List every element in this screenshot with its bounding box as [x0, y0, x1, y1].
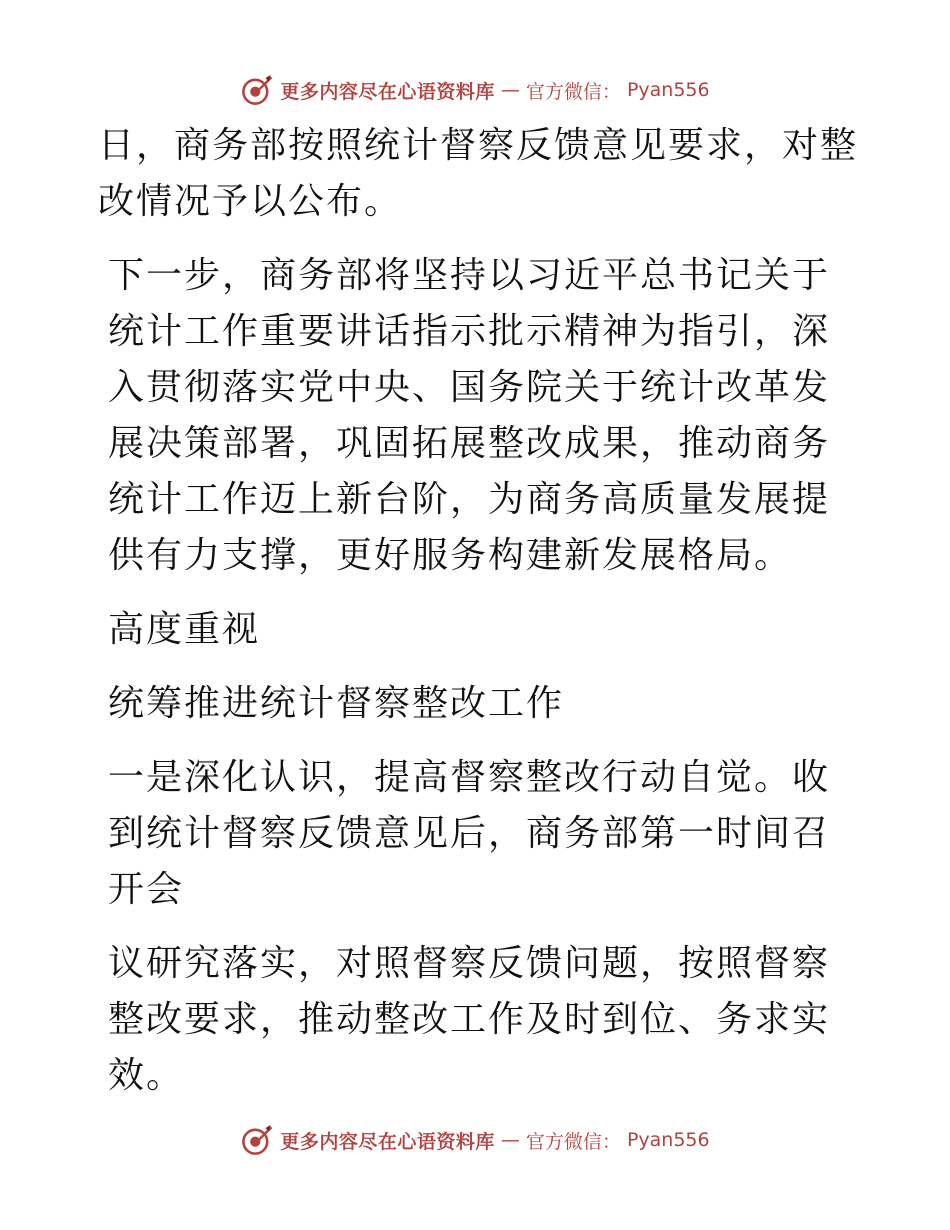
watermark-label: 官方微信： — [525, 1130, 621, 1153]
header-watermark — [0, 70, 950, 110]
watermark-label: 官方微信： — [525, 80, 621, 103]
quill-pen-logo-icon — [240, 1123, 274, 1157]
watermark-wechat-id: Pyan556 — [626, 79, 710, 101]
section-heading-1: 高度重视 — [108, 609, 261, 650]
document-body — [98, 118, 858, 1122]
watermark-wechat-id: Pyan556 — [626, 1129, 710, 1151]
watermark-separator: — — [500, 79, 520, 101]
watermark-brand: 更多内容尽在心语资料库 — [280, 1130, 495, 1153]
quill-pen-logo-icon — [240, 73, 274, 107]
paragraph-3: 一是深化认识，提高督察整改行动自觉。收到统计督察反馈意见后，商务部第一时间召开会 — [108, 757, 831, 910]
paragraph-2: 下一步，商务部将坚持以习近平总书记关于统计工作重要讲话指示批示精神为指引，深入贯彻落实党中央、国务院关于统计改革发展决策部署，巩固拓展整改成果，推动商务统计工作迈上新台阶，为商务高质量发展提供有力支撑，更好服务构建新发展格局。 — [108, 255, 831, 576]
section-heading-2: 统筹推进统计督察整改工作 — [108, 683, 565, 724]
paragraph-1: 日，商务部按照统计督察反馈意见要求，对整改情况予以公布。 — [98, 125, 859, 222]
watermark-brand: 更多内容尽在心语资料库 — [280, 80, 495, 103]
watermark-separator: — — [500, 1129, 520, 1151]
footer-watermark — [0, 1120, 950, 1160]
paragraph-4: 议研究落实，对照督察反馈问题，按照督察整改要求，推动整改工作及时到位、务求实效。 — [108, 943, 831, 1096]
